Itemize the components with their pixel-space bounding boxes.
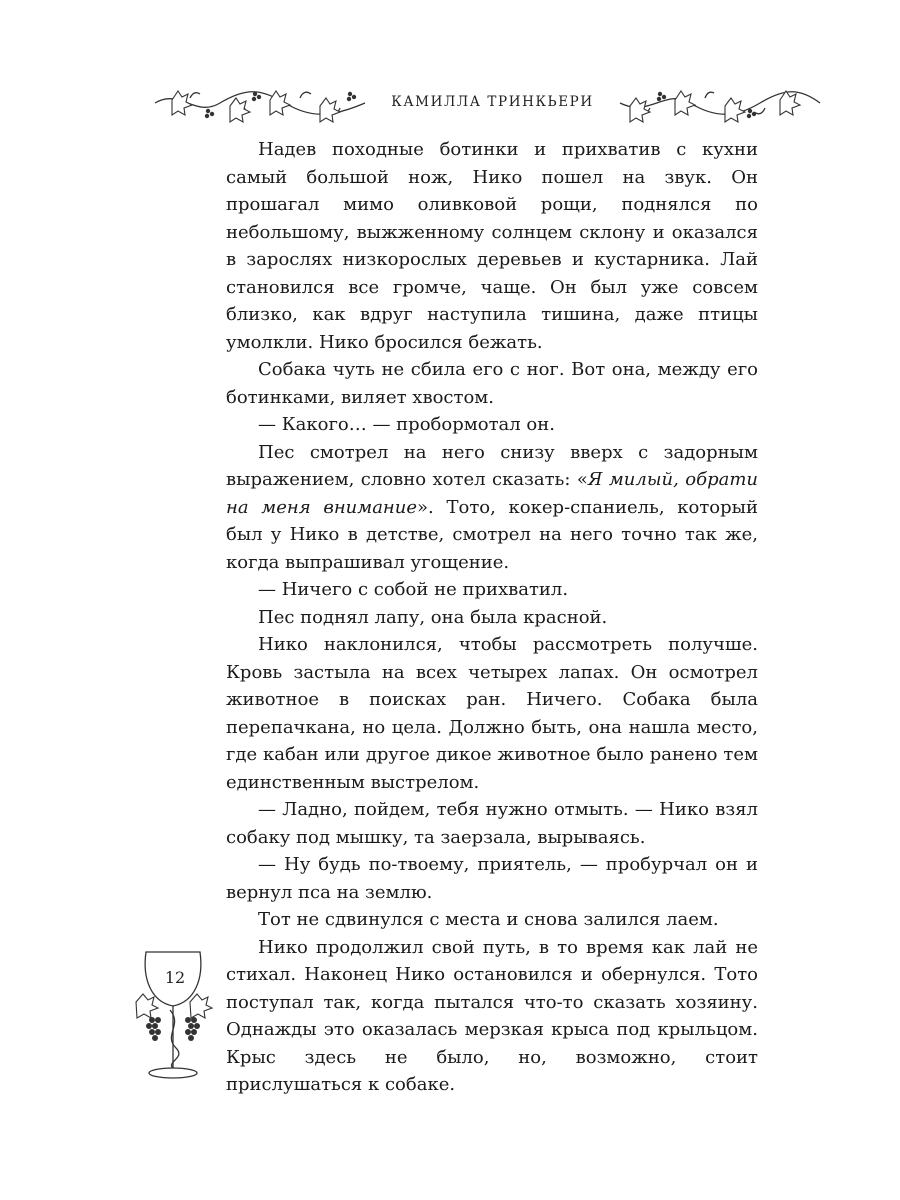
paragraph — [226, 796, 758, 851]
page-header — [150, 78, 830, 128]
paragraph — [226, 631, 758, 796]
running-head: КАМИЛЛА ТРИНКЬЕРИ — [391, 94, 594, 110]
text-run: ». Тото, кокер-спаниель, который был у Нико в детстве, смотрел на него точно так же, когда выпрашивал угощение. — [226, 496, 758, 573]
paragraph — [226, 906, 758, 934]
text-run: Нико продолжил свой путь, в то время как лай не стихал. Наконец Нико остановился и обернулся. Тото поступал так, когда пытался что-то сказать хозяину. Однажды это оказалась мерзкая крыса под крыльцом. Крыс здесь не было, но, возможно, стоит прислушаться к собаке. — [226, 936, 758, 1095]
paragraph — [226, 604, 758, 632]
text-run: Тот не сдвинулся с места и снова залился лаем. — [258, 909, 719, 930]
italic-phrase: Я милый, обрати на меня внимание — [226, 469, 759, 518]
text-run: Надев походные ботинки и прихватив с кухни самый большой нож, Нико пошел на звук. Он прошагал мимо оливковой рощи, поднялся по небольшому, выжженному солнцем склону и оказался в зарослях низкорослых деревьев и кустарника. Лай становился все громче, чаще. Он был уже совсем близко, как вдруг наступила тишина, даже птицы умолкли. Нико бросился бежать. — [226, 139, 758, 353]
text-run: — Ну будь по-твоему, приятель, — пробурчал он и вернул пса на землю. — [226, 854, 758, 903]
wine-glass-grapes-icon — [128, 940, 218, 1085]
text-run: Пес поднял лапу, она была красной. — [258, 606, 608, 628]
paragraph — [226, 576, 758, 604]
page-number: 12 — [164, 968, 186, 987]
text-run: — Ничего с собой не прихватил. — [258, 579, 569, 600]
grapevine-ornament-icon — [615, 78, 825, 128]
paragraph — [226, 934, 758, 1099]
paragraph — [226, 136, 758, 356]
text-run: Нико наклонился, чтобы рассмотреть получше. Кровь застыла на всех четырех лапах. Он осмотрел животное в поисках ран. Ничего. Собака была перепачкана, но цела. Должно быть, она нашла место, где кабан или другое дикое животное было ранено тем единственным выстрелом. — [226, 634, 758, 793]
paragraph — [226, 356, 758, 411]
text-run: Пес смотрел на него снизу вверх с задорным выражением, словно хотел сказать: « — [226, 441, 758, 490]
body-text — [226, 136, 758, 1099]
paragraph — [226, 411, 758, 439]
paragraph — [226, 851, 758, 906]
grapevine-ornament-icon — [150, 78, 370, 128]
text-run: — Какого… — пробормотал он. — [258, 414, 555, 435]
paragraph — [226, 439, 758, 577]
text-run: — Ладно, пойдем, тебя нужно отмыть. — Нико взял собаку под мышку, та заерзала, вырываясь. — [226, 799, 758, 848]
text-run: Собака чуть не сбила его с ног. Вот она, между его ботинками, виляет хвостом. — [226, 359, 758, 408]
